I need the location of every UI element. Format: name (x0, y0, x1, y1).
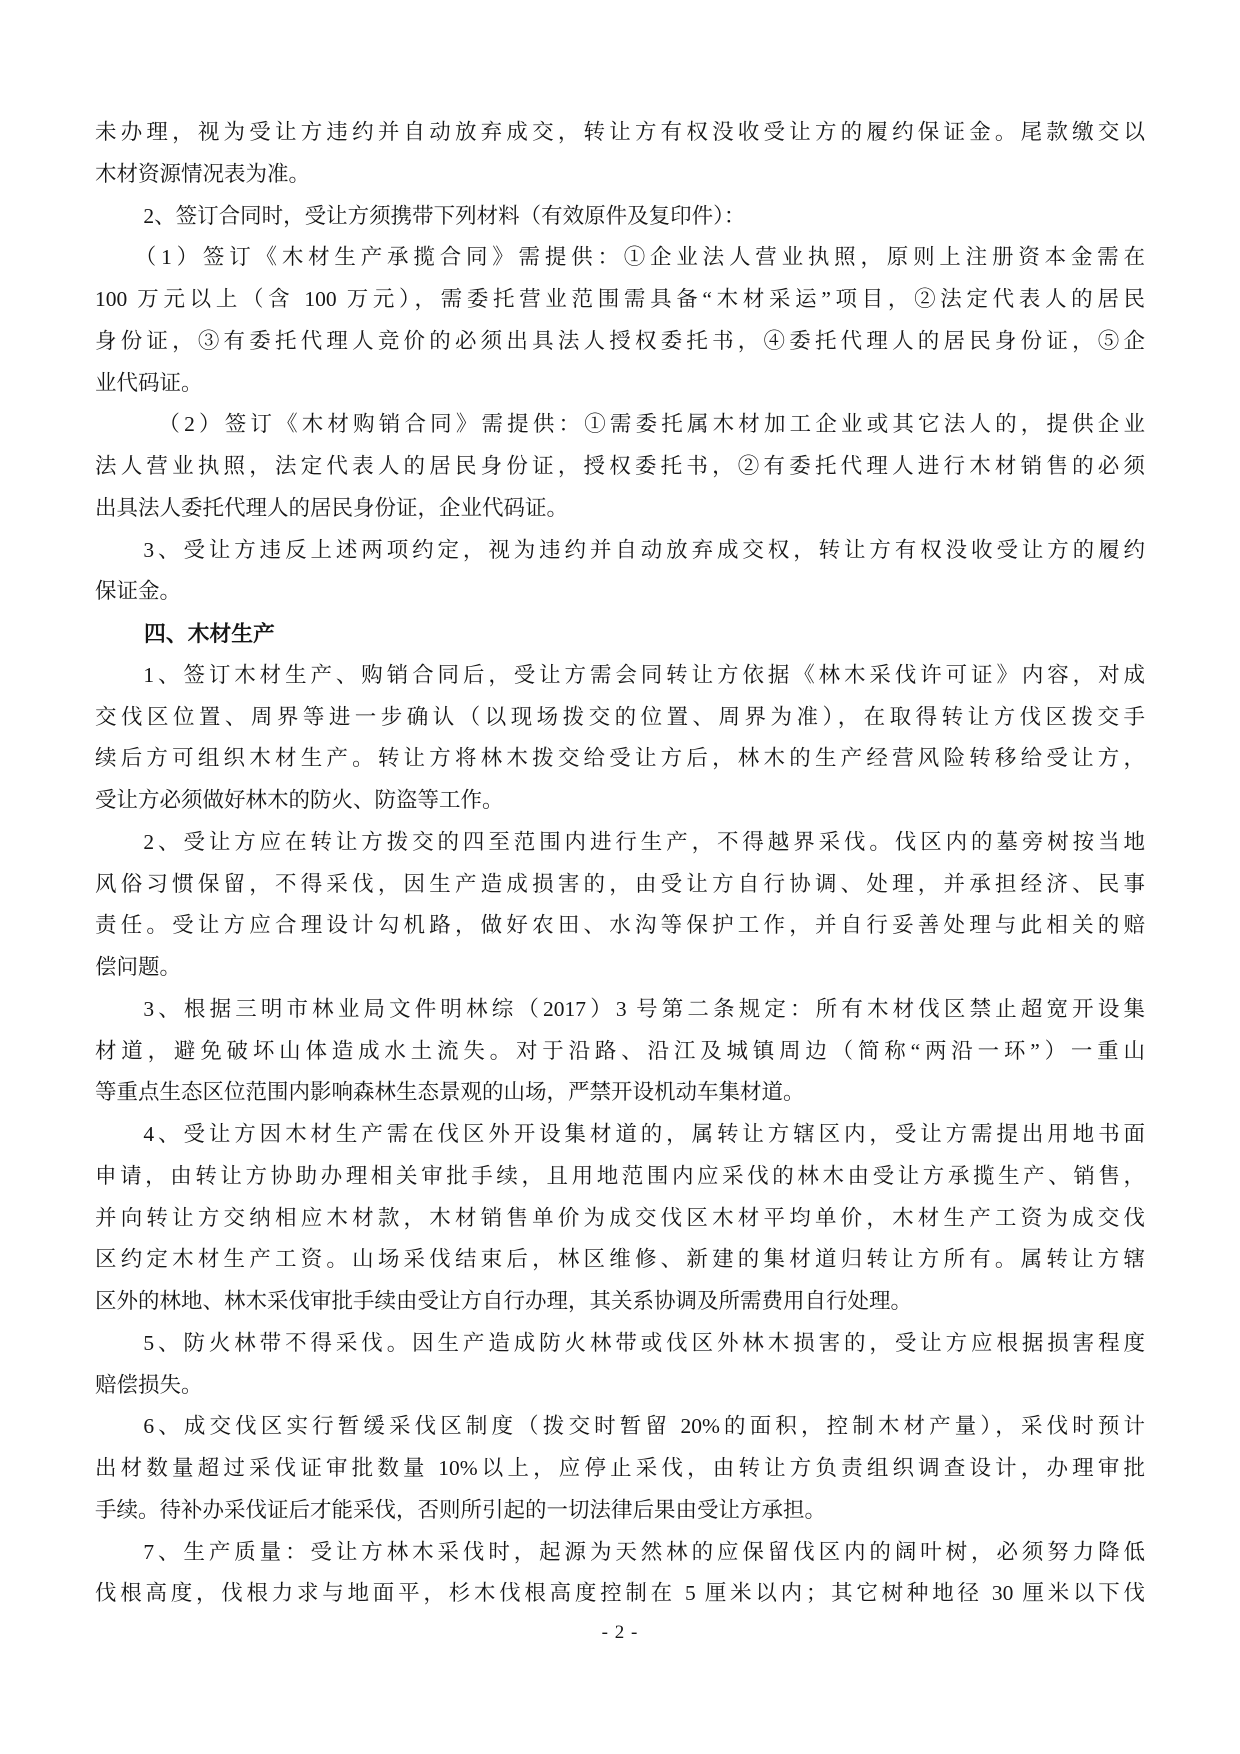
document-line: 未办理，视为受让方违约并自动放弃成交，转让方有权没收受让方的履约保证金。尾款缴交以 (95, 120, 1145, 144)
document-line: 赔偿损失。 (95, 1372, 203, 1397)
document-line: 区外的林地、林木采伐审批手续由受让方自行办理，其关系协调及所需费用自行处理。 (95, 1289, 913, 1313)
document-line: 受让方必须做好林木的防火、防盗等工作。 (95, 788, 504, 812)
document-line: 等重点生态区位范围内影响森林生态景观的山场，严禁开设机动车集材道。 (95, 1080, 805, 1105)
document-line: 3、受让方违反上述两项约定，视为违约并自动放弃成交权，转让方有权没收受让方的履约 (143, 537, 1145, 562)
document-line: 偿问题。 (95, 955, 182, 979)
document-line: 6、成交伐区实行暂缓采伐区制度（拨交时暂留 20%的面积，控制木材产量），采伐时预计 (143, 1414, 1145, 1439)
document-line: 2、受让方应在转让方拨交的四至范围内进行生产，不得越界采伐。伐区内的墓旁树按当地 (143, 829, 1145, 854)
document-line: 业代码证。 (95, 370, 203, 395)
document-line: 3、根据三明市林业局文件明林综（2017）3 号第二条规定：所有木材伐区禁止超宽开设集 (143, 996, 1145, 1021)
document-line: 手续。待补办采伐证后才能采伐，否则所引起的一切法律后果由受让方承担。 (95, 1497, 827, 1522)
document-line: 续后方可组织木材生产。转让方将林木拨交给受让方后，林木的生产经营风险转移给受让方， (95, 746, 1145, 771)
section-heading: 四、木材生产 (144, 621, 275, 646)
document-line: 材道，避免破坏山体造成水土流失。对于沿路、沿江及城镇周边（简称“两沿一环”）一重山 (95, 1038, 1145, 1063)
document-line: 并向转让方交纳相应木材款，木材销售单价为成交伐区木材平均单价，木材生产工资为成交伐 (95, 1205, 1145, 1230)
document-line: 木材资源情况表为准。 (95, 161, 311, 186)
document-line: 区约定木材生产工资。山场采伐结束后，林区维修、新建的集材道归转让方所有。属转让方辖 (95, 1247, 1145, 1272)
page-footer (95, 1621, 1145, 1645)
document-line: 责任。受让方应合理设计勾机路，做好农田、水沟等保护工作，并自行妥善处理与此相关的赔 (95, 913, 1145, 938)
document-line: （1）签订《木材生产承揽合同》需提供：①企业法人营业执照，原则上注册资本金需在 (134, 245, 1145, 270)
document-line: 身份证，③有委托代理人竞价的必须出具法人授权委托书，④委托代理人的居民身份证，⑤企 (95, 328, 1145, 353)
document-line: 1、签订木材生产、购销合同后，受让方需会同转让方依据《林木采伐许可证》内容，对成 (143, 662, 1145, 687)
document-line: 100 万元以上（含 100 万元），需委托营业范围需具备“木材采运”项目，②法定代表人的居民 (95, 287, 1145, 311)
document-line: 7、生产质量：受让方林木采伐时，起源为天然林的应保留伐区内的阔叶树，必须努力降低 (143, 1539, 1145, 1564)
document-line: 伐根高度，伐根力求与地面平，杉木伐根高度控制在 5 厘米以内；其它树种地径 30 厘米以下伐 (95, 1581, 1145, 1606)
document-line: 出材数量超过采伐证审批数量 10%以上，应停止采伐，由转让方负责组织调查设计，办理审批 (95, 1456, 1145, 1480)
page-number: - 2 - (601, 1622, 639, 1643)
document-line: 申请，由转让方协助办理相关审批手续，且用地范围内应采伐的林木由受让方承揽生产、销售， (95, 1163, 1145, 1188)
document-body (95, 112, 1145, 1615)
document-line: 保证金。 (95, 579, 182, 604)
document-line: 法人营业执照，法定代表人的居民身份证，授权委托书，②有委托代理人进行木材销售的必须 (95, 454, 1145, 478)
document-line: 交伐区位置、周界等进一步确认（以现场拨交的位置、周界为准），在取得转让方伐区拨交手 (95, 704, 1145, 729)
document-line: 出具法人委托代理人的居民身份证，企业代码证。 (95, 495, 569, 520)
document-line: 4、受让方因木材生产需在伐区外开设集材道的，属转让方辖区内，受让方需提出用地书面 (143, 1122, 1145, 1146)
document-line: 5、防火林带不得采伐。因生产造成防火林带或伐区外林木损害的，受让方应根据损害程度 (143, 1330, 1145, 1355)
document-line: 风俗习惯保留，不得采伐，因生产造成损害的，由受让方自行协调、处理，并承担经济、民事 (95, 871, 1145, 896)
document-line: （2）签订《木材购销合同》需提供：①需委托属木材加工企业或其它法人的，提供企业 (158, 412, 1145, 437)
document-line: 2、签订合同时，受让方须携带下列材料（有效原件及复印件）： (143, 203, 746, 228)
